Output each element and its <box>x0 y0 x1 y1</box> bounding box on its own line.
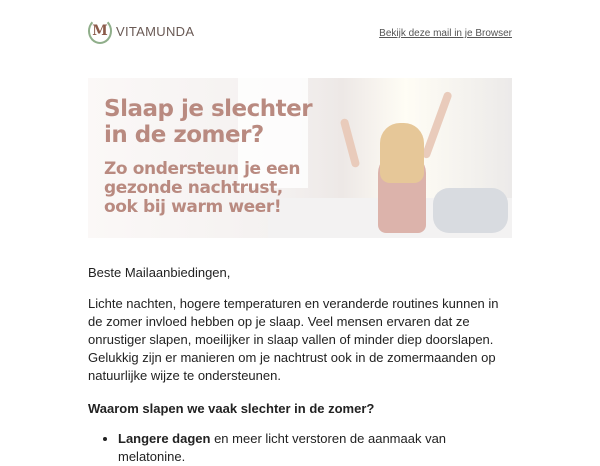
arm-image <box>340 118 361 168</box>
greeting: Beste Mailaanbiedingen, <box>88 265 231 280</box>
banner-title-line: in de zomer? <box>104 122 264 148</box>
reasons-list <box>118 430 512 466</box>
brand-name: VITAMUNDA <box>116 23 195 39</box>
banner-title <box>104 96 312 148</box>
email-body <box>88 264 512 466</box>
section-heading: Waarom slapen we vaak slechter in de zomer? <box>88 401 375 416</box>
arm-image <box>421 91 452 160</box>
banner-subtitle-line: Zo ondersteun je een <box>104 159 301 179</box>
banner-subtitle-line: gezonde nachtrust, <box>104 178 283 198</box>
laurel-logo-icon: M <box>88 18 112 44</box>
list-item-bold: Langere dagen <box>118 431 211 446</box>
banner-subtitle <box>104 160 300 217</box>
banner-title-line: Slaap je slechter <box>104 96 313 122</box>
banner-subtitle-line: ook bij warm weer! <box>104 197 282 217</box>
view-in-browser-link[interactable]: Bekijk deze mail in je Browser <box>379 28 512 39</box>
hair-image <box>380 123 424 183</box>
intro-paragraph: Lichte nachten, hogere temperaturen en veranderde routines kunnen in de zomer invloed hebben op je slaap. Veel mensen ervaren dat ze onrustiger slapen, moeilijker in slaap vallen of minder diep doorslapen. Gelukkig zijn er manieren om je nachtrust ook in de zomermaanden op natuurlijke wijze te ondersteunen. <box>88 296 499 383</box>
vitamunda-logo[interactable] <box>88 18 194 44</box>
hero-banner[interactable] <box>88 78 512 238</box>
email-header <box>88 18 512 48</box>
list-item-text: en meer licht verstoren de aanmaak van melatonine. <box>118 431 447 464</box>
list-item <box>118 430 512 466</box>
pillow-image <box>433 188 508 233</box>
